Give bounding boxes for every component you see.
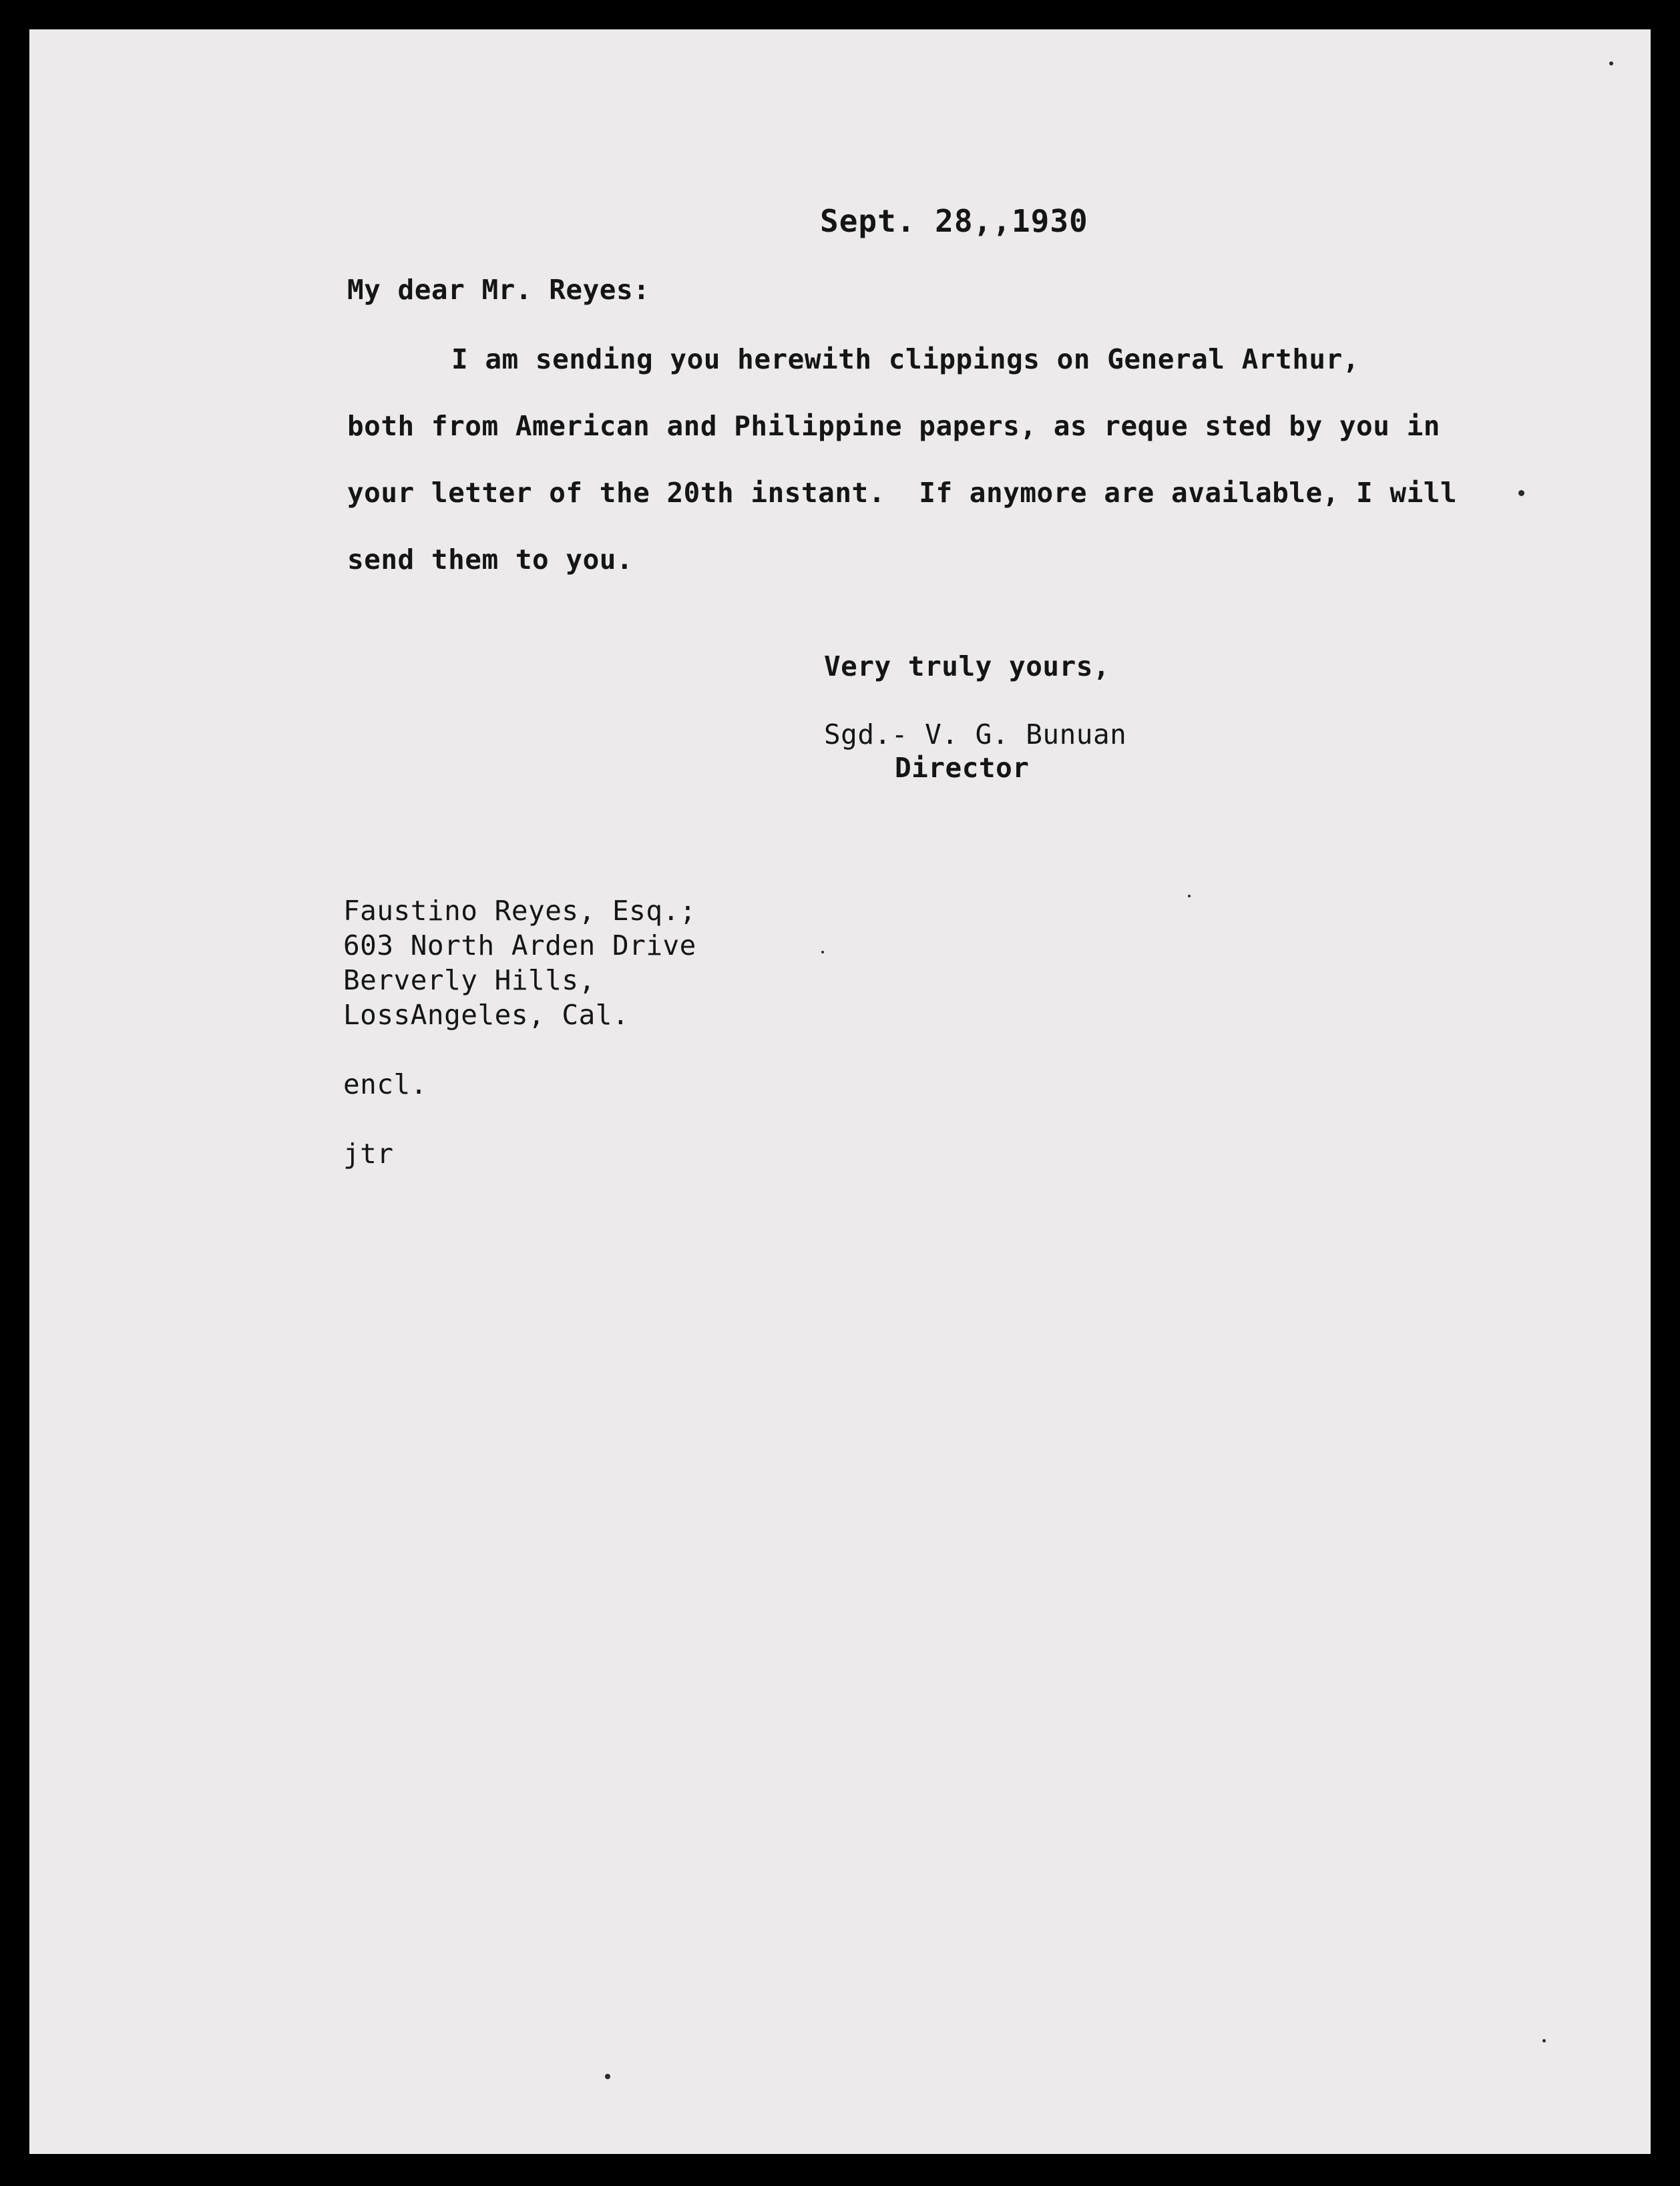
letter-page	[29, 29, 1651, 2154]
scan-speck	[821, 951, 824, 953]
typist-initials: jtr	[343, 1138, 394, 1170]
signature-line: Sgd.- V. G. Bunuan	[824, 718, 1127, 750]
recipient-city: Berverly Hills,	[343, 964, 596, 996]
closing: Very truly yours,	[824, 650, 1110, 682]
recipient-state: LossAngeles, Cal.	[343, 999, 630, 1031]
signer-title: Director	[895, 752, 1030, 784]
body-line-3: your letter of the 20th instant. If anymore are available, I will	[347, 477, 1458, 509]
scan-speck	[605, 2074, 610, 2079]
body-line-4: send them to you.	[347, 543, 634, 576]
scan-speck	[1188, 895, 1191, 897]
recipient-name: Faustino Reyes, Esq.;	[343, 895, 696, 927]
body-line-1: I am sending you herewith clippings on General Arthur,	[451, 343, 1359, 375]
scan-speck	[1609, 61, 1613, 65]
letter-date: Sept. 28,,1930	[820, 203, 1088, 239]
recipient-street: 603 North Arden Drive	[343, 929, 696, 961]
salutation: My dear Mr. Reyes:	[347, 274, 650, 306]
body-line-2: both from American and Philippine papers, as reque sted by you in	[347, 410, 1440, 442]
enclosure-note: encl.	[343, 1068, 427, 1100]
scan-speck	[1518, 490, 1524, 496]
scan-speck	[1542, 2039, 1546, 2042]
